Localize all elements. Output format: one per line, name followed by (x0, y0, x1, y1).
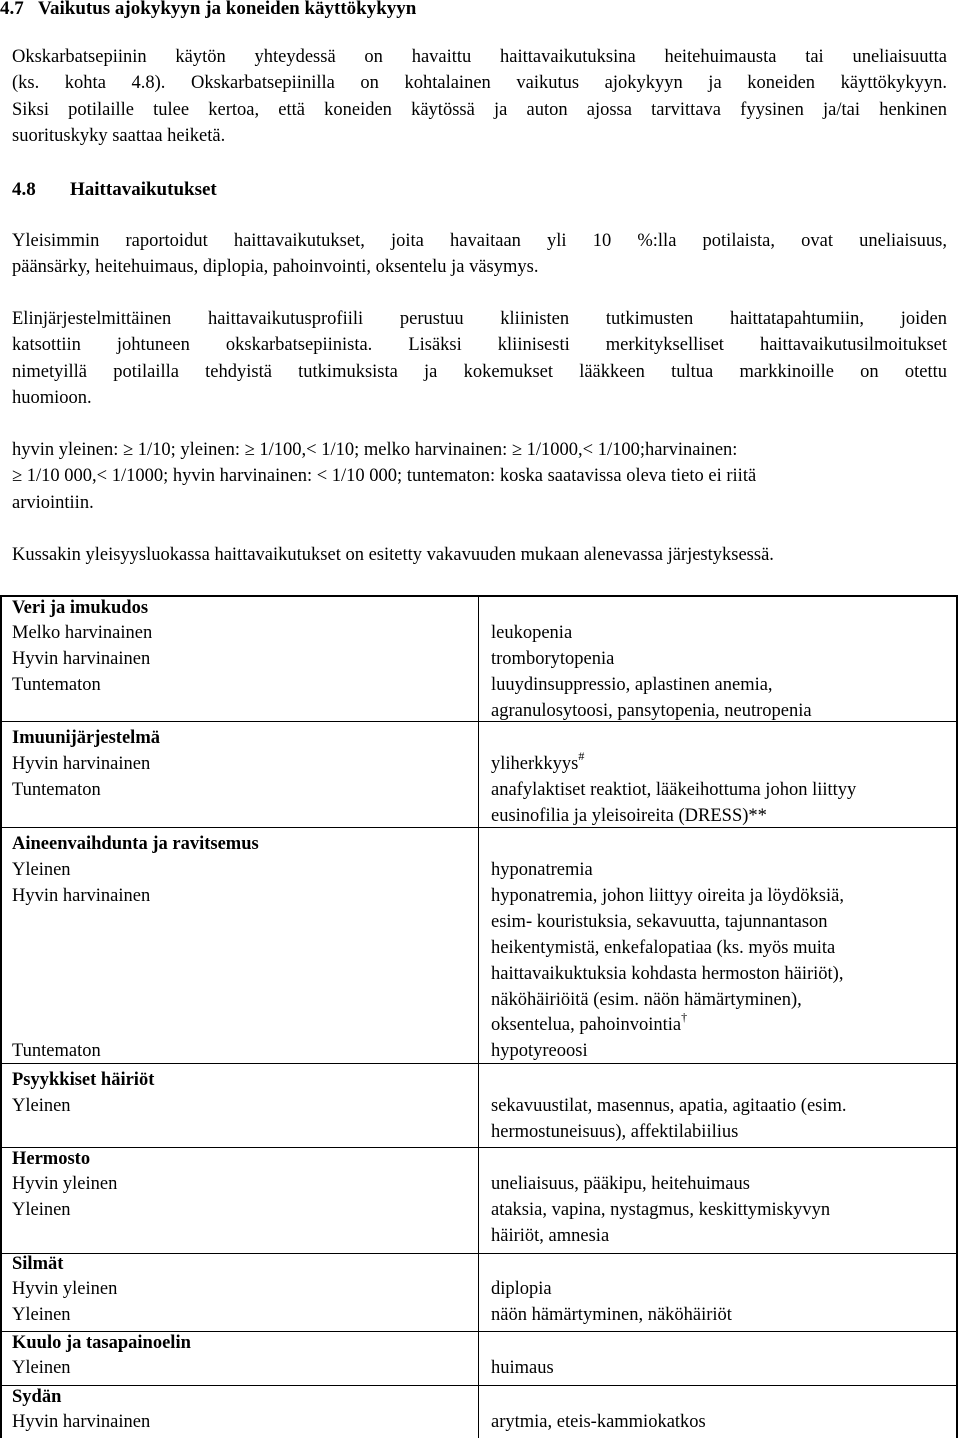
text-line: Elinjärjestelmittäinen haittavaikutusprofiili perustuu kliinisten tutkimusten haittatapahtumiin, joiden (12, 309, 947, 329)
section-title: Haittavaikutukset (70, 179, 217, 200)
effect-text: leukopenia (491, 623, 573, 643)
effect-text: esim- kouristuksia, sekavuutta, tajunnantason (491, 912, 828, 932)
frequency-label: Yleinen (12, 1305, 71, 1325)
effect-text: diplopia (491, 1279, 552, 1299)
text-line: arviointiin. (12, 492, 94, 513)
effect-text (491, 1009, 688, 1038)
text-line: Kussakin yleisyysluokassa haittavaikutukset on esitetty vakavuuden mukaan alenevassa järjestyksessä. (12, 545, 774, 565)
frequency-label: Hyvin yleinen (12, 1174, 118, 1194)
text-line: (ks. kohta 4.8). Okskarbatsepiinilla on kohtalainen vaikutus ajokykyyn ja koneiden käyttökykyyn. (12, 73, 947, 94)
paragraph-driving-ability (12, 44, 947, 150)
frequency-label: Yleinen (12, 1358, 71, 1378)
section-heading-4-8 (12, 178, 217, 202)
table-row-divider (0, 1253, 958, 1254)
text-line: päänsärky, heitehuimaus, diplopia, pahoinvointi, oksentelu ja väsymys. (12, 257, 539, 278)
paragraph-ordering-note (12, 542, 947, 568)
table-row-divider (0, 827, 958, 828)
effect-text: sekavuustilat, masennus, apatia, agitaatio (esim. (491, 1096, 847, 1116)
effect-text: heikentymistä, enkefalopatiaa (ks. myös muita (491, 938, 836, 958)
paragraph-frequency-definitions (12, 437, 947, 516)
effect-text: arytmia, eteis-kammiokatkos (491, 1412, 706, 1432)
frequency-label: Tuntematon (12, 780, 101, 800)
adverse-effects-table (0, 595, 960, 1438)
frequency-label: Hyvin harvinainen (12, 886, 151, 906)
table-row-divider (0, 721, 958, 722)
effect-text: anafylaktiset reaktiot, lääkeihottuma johon liittyy (491, 780, 857, 800)
frequency-label: Yleinen (12, 860, 71, 880)
organ-class-title: Sydän (12, 1387, 62, 1407)
text-line: suorituskyky saattaa heiketä. (12, 126, 226, 147)
frequency-label: Melko harvinainen (12, 623, 153, 643)
frequency-label: Hyvin harvinainen (12, 1412, 151, 1432)
effect-text: näön hämärtyminen, näköhäiriöt (491, 1305, 732, 1325)
footnote-mark: † (681, 1009, 688, 1024)
frequency-label: Yleinen (12, 1200, 71, 1220)
organ-class-title: Psyykkiset häiriöt (12, 1070, 155, 1090)
table-row-divider (0, 1385, 958, 1386)
section-heading-4-7 (0, 0, 416, 21)
effect-text: hyponatremia (491, 860, 593, 880)
organ-class-title: Veri ja imukudos (12, 598, 149, 618)
effect-text: tromborytopenia (491, 649, 615, 669)
effect-text: eusinofilia ja yleisoireita (DRESS)** (491, 806, 767, 826)
effect-text: huimaus (491, 1358, 554, 1378)
effect-text: haittavaikuktuksia kohdasta hermoston häiriöt), (491, 964, 844, 984)
frequency-label: Hyvin harvinainen (12, 754, 151, 774)
text-line: ≥ 1/10 000,< 1/1000; hyvin harvinainen: < 1/10 000; tuntematon: koska saatavissa oleva tieto ei riitä (12, 466, 757, 487)
effect-text-value: yliherkkyys (491, 754, 579, 774)
table-row-divider (0, 1063, 958, 1064)
footnote-mark: # (578, 748, 585, 763)
text-line: nimetyillä potilailla tehdyistä tutkimuksista ja kokemukset lääkkeen tultua markkinoille on otettu (12, 361, 947, 382)
effect-text: agranulosytoosi, pansytopenia, neutropenia (491, 701, 812, 721)
effect-text: häiriöt, amnesia (491, 1226, 610, 1246)
text-line: Okskarbatsepiinin käytön yhteydessä on havaittu haittavaikutuksina heitehuimausta tai uneliaisuutta (12, 47, 947, 67)
organ-class-title: Imuunijärjestelmä (12, 728, 160, 748)
table-row-divider (0, 1147, 958, 1148)
effect-text: hyponatremia, johon liittyy oireita ja löydöksiä, (491, 886, 844, 906)
effect-text: hermostuneisuus), affektilabiilius (491, 1122, 739, 1142)
frequency-label: Hyvin harvinainen (12, 649, 151, 669)
paragraph-profile (12, 306, 947, 412)
organ-class-title: Aineenvaihdunta ja ravitsemus (12, 834, 259, 854)
frequency-label: Tuntematon (12, 675, 101, 695)
effect-text: ataksia, vapina, nystagmus, keskittymiskyvyn (491, 1200, 831, 1220)
frequency-label: Hyvin yleinen (12, 1279, 118, 1299)
effect-text: näköhäiriöitä (esim. näön hämärtyminen), (491, 990, 802, 1010)
section-number: 4.8 (12, 179, 36, 200)
text-line: katsottiin johtuneen okskarbatsepiinista. Lisäksi kliinisesti merkitykselliset haittavaikutusilmoitukset (12, 335, 947, 356)
text-line: Siksi potilaille tulee kertoa, että koneiden käytössä ja auton ajossa tarvittava fyysinen ja/tai henkinen (12, 99, 947, 120)
frequency-label: Tuntematon (12, 1041, 101, 1061)
effect-text: uneliaisuus, pääkipu, heitehuimaus (491, 1174, 750, 1194)
organ-class-title: Hermosto (12, 1149, 91, 1169)
frequency-label: Yleinen (12, 1096, 71, 1116)
organ-class-title: Silmät (12, 1254, 64, 1274)
section-number: 4.7 (0, 0, 24, 19)
effect-text: hypotyreoosi (491, 1041, 588, 1061)
text-line: huomioon. (12, 388, 92, 409)
effect-text (491, 748, 585, 777)
section-title: Vaikutus ajokykyyn ja koneiden käyttökykyyn (38, 0, 417, 19)
effect-text-value: oksentelua, pahoinvointia (491, 1015, 682, 1035)
paragraph-common-effects (12, 228, 947, 281)
text-line: hyvin yleinen: ≥ 1/10; yleinen: ≥ 1/100,< 1/10; melko harvinainen: ≥ 1/1000,< 1/100;harvinainen: (12, 440, 738, 460)
effect-text: luuydinsuppressio, aplastinen anemia, (491, 675, 773, 695)
text-line: Yleisimmin raportoidut haittavaikutukset, joita havaitaan yli 10 %:lla potilaista, ovat uneliaisuus, (12, 231, 947, 251)
organ-class-title: Kuulo ja tasapainoelin (12, 1333, 191, 1353)
